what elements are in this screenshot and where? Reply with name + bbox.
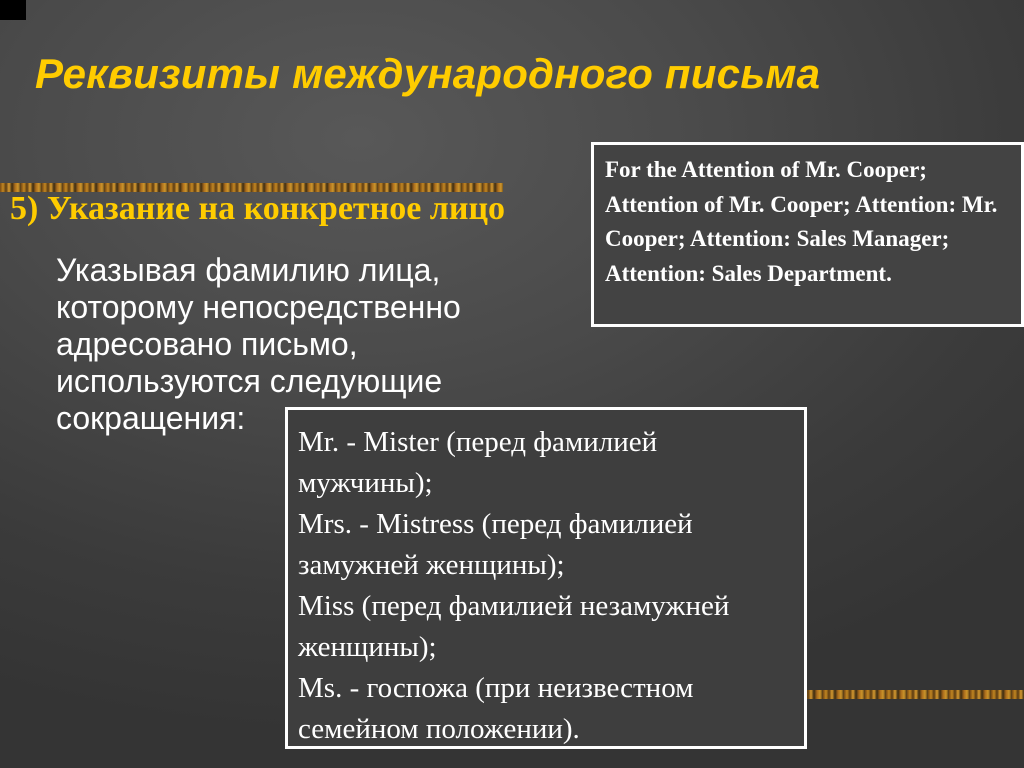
courtesy-title-item: Ms. - госпожа (при неизвестном семейном положении). [298, 672, 694, 745]
attention-examples-text: For the Attention of Mr. Cooper; Attention of Mr. Cooper; Attention: Mr. Cooper; Attention: Sales Manager; Attention: Sales Department. [605, 157, 998, 286]
body-text: Указывая фамилию лица, которому непосредственно адресовано письмо, используются следующие сокращения: [56, 252, 461, 436]
corner-mark [0, 0, 26, 20]
slide-title: Реквизиты международного письма [35, 50, 821, 97]
courtesy-title-item: Mrs. - Mistress (перед фамилией замужней женщины); [298, 508, 693, 581]
point-heading: 5) Указание на конкретное лицо [10, 190, 506, 227]
attention-examples-box [591, 142, 1024, 327]
courtesy-title-item: Mr. - Mister (перед фамилией мужчины); [298, 426, 658, 499]
courtesy-titles-list [298, 422, 796, 750]
courtesy-title-item: Miss (перед фамилией незамужней женщины); [298, 590, 730, 663]
courtesy-titles-box [285, 407, 807, 749]
